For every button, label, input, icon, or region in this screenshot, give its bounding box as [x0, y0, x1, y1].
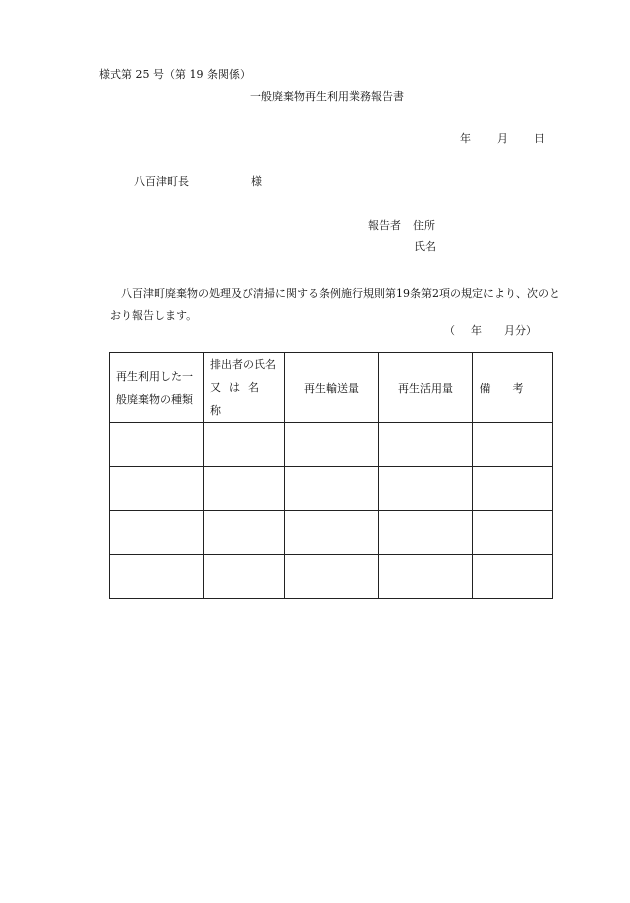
- table-cell[interactable]: [473, 467, 553, 511]
- body-text: 八百津町廃棄物の処理及び清掃に関する条例施行規則第19条第2項の規定により、次のとおり報告します。: [110, 287, 560, 322]
- table-cell[interactable]: [284, 555, 378, 599]
- table-cell[interactable]: [473, 555, 553, 599]
- addressee: [134, 175, 262, 188]
- period-open-paren: （: [444, 324, 455, 337]
- table-row: [110, 511, 553, 555]
- table-row: [110, 555, 553, 599]
- addressee-honorific: 様: [251, 175, 262, 188]
- table-cell[interactable]: [379, 467, 473, 511]
- table-cell[interactable]: [379, 555, 473, 599]
- header-waste-type-line2: 般廃棄物の種類: [116, 392, 193, 406]
- period-month-label: 月分）: [504, 324, 537, 337]
- table-cell[interactable]: [204, 555, 285, 599]
- table-cell[interactable]: [473, 511, 553, 555]
- table-cell[interactable]: [110, 467, 204, 511]
- header-remarks: 備考: [473, 353, 553, 423]
- table-cell[interactable]: [284, 467, 378, 511]
- table-cell[interactable]: [110, 423, 204, 467]
- reporter-address-label: 住所: [413, 219, 435, 232]
- table-cell[interactable]: [110, 511, 204, 555]
- date-month-label: 月: [497, 132, 508, 145]
- reporter-name-label: 氏名: [414, 240, 436, 253]
- table-cell[interactable]: [473, 423, 553, 467]
- header-discharger: [204, 353, 285, 423]
- addressee-name: 八百津町長: [134, 175, 189, 188]
- header-waste-type-line1: 再生利用した一: [116, 369, 193, 383]
- reporter-label: 報告者: [368, 219, 401, 232]
- table-cell[interactable]: [284, 511, 378, 555]
- table-row: [110, 423, 553, 467]
- table-cell[interactable]: [379, 511, 473, 555]
- report-table: [109, 352, 553, 599]
- table-header-row: [110, 353, 553, 423]
- header-discharger-line2: 又は名称: [210, 381, 268, 417]
- report-period: [444, 325, 537, 336]
- table-cell[interactable]: [379, 423, 473, 467]
- header-utilization-amount: 再生活用量: [379, 353, 473, 423]
- header-transport-amount: 再生輸送量: [284, 353, 378, 423]
- table-cell[interactable]: [110, 555, 204, 599]
- table-cell[interactable]: [284, 423, 378, 467]
- table-cell[interactable]: [204, 423, 285, 467]
- header-discharger-line1: 排出者の氏名: [210, 358, 277, 371]
- date-year-label: 年: [460, 132, 471, 145]
- reporter-address-line: [368, 220, 435, 231]
- document-title: 一般廃棄物再生利用業務報告書: [250, 90, 404, 103]
- table-row: [110, 467, 553, 511]
- table-cell[interactable]: [204, 511, 285, 555]
- table-cell[interactable]: [204, 467, 285, 511]
- form-number: 様式第 25 号（第 19 条関係）: [99, 68, 251, 81]
- date-day-label: 日: [534, 132, 545, 145]
- period-year-label: 年: [471, 324, 482, 337]
- header-waste-type: [110, 353, 204, 423]
- date-line: [460, 133, 545, 144]
